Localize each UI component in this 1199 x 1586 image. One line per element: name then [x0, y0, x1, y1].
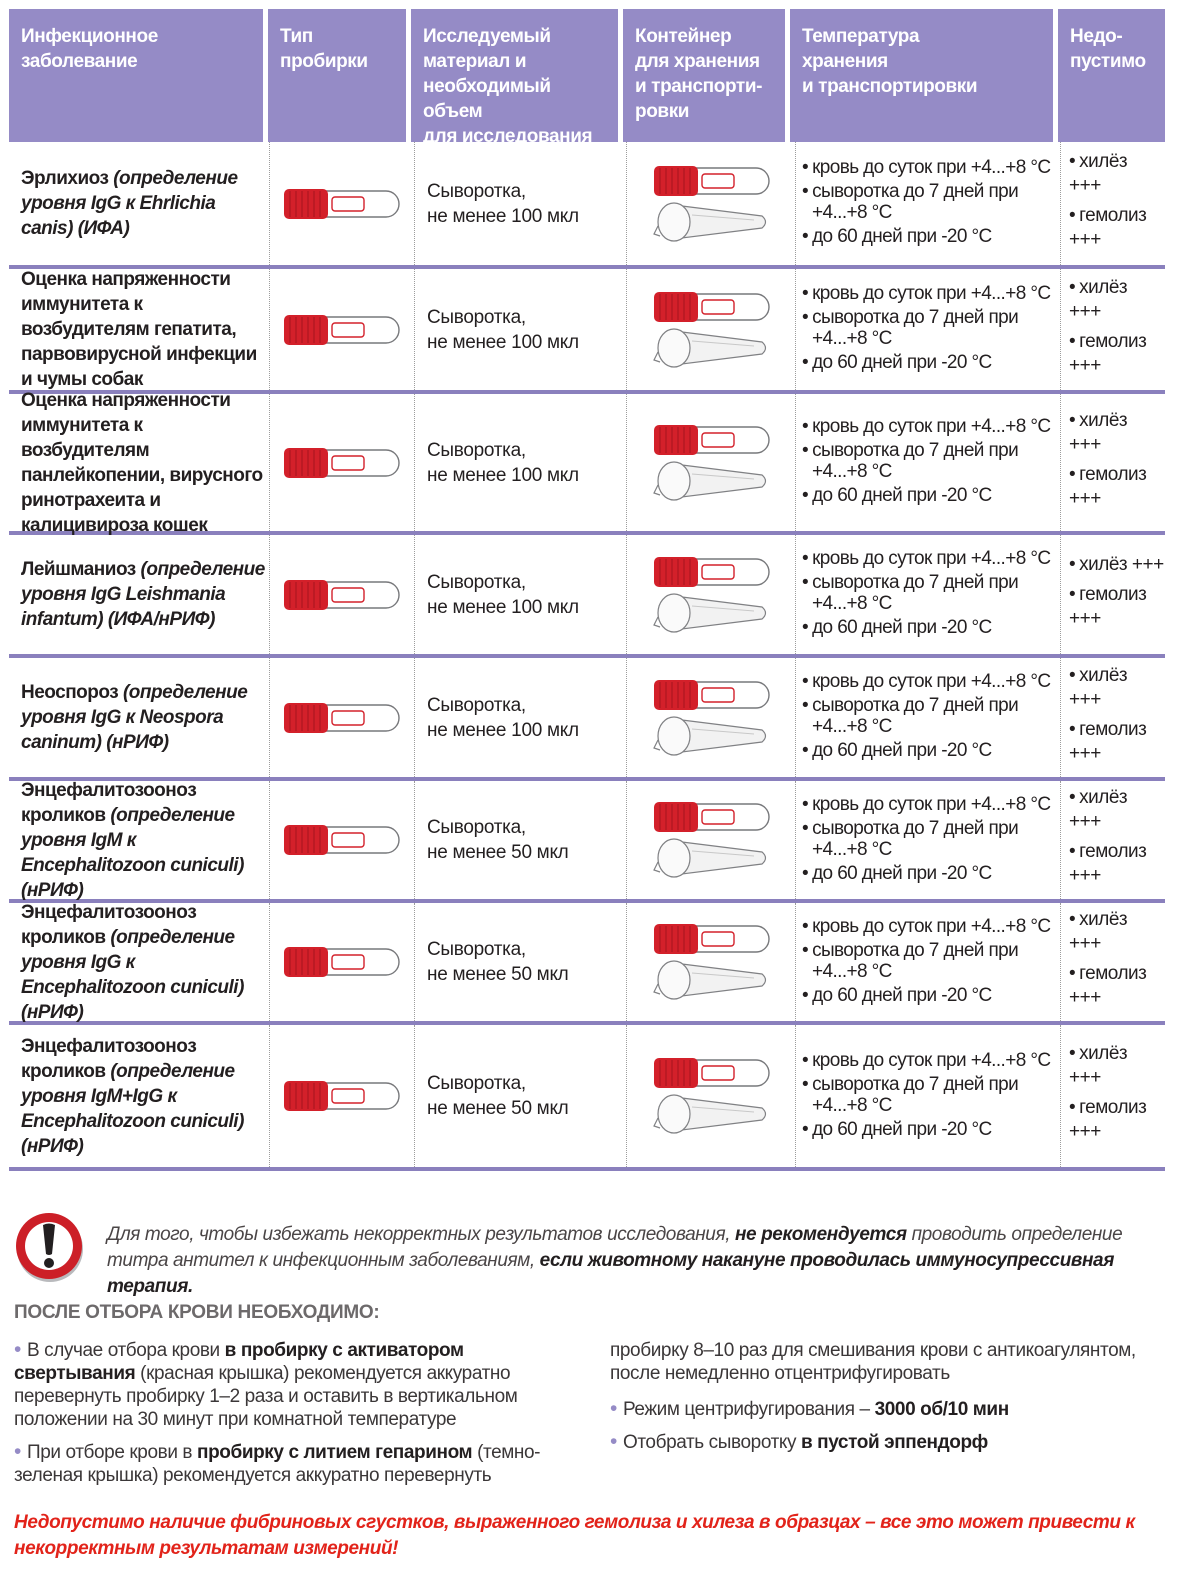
tube-type [271, 269, 413, 390]
red-cap-tube-icon [282, 446, 402, 480]
instruction-item: пробирку 8–10 раз для смешивания крови с антикоагулянтом, после немедленно отцентрифугировать [610, 1340, 1136, 1384]
tube-type [271, 535, 413, 654]
unacceptable-conditions: • хилёз +++ • гемолиз +++ [1062, 781, 1165, 899]
disease-name: Неоспороз (определение уровня IgG к Neospora caninum) (нРИФ) [21, 682, 248, 753]
warning-note [14, 1210, 1174, 1297]
tube-type [271, 903, 413, 1021]
storage-temperature: • кровь до суток при +4...+8 °С • сыворотка до 7 дней при +4...+8 °С • до 60 дней при -20 °С [797, 781, 1059, 899]
table-row [9, 142, 1165, 269]
red-cap-tube-icon [652, 423, 772, 457]
red-cap-tube-icon [282, 701, 402, 735]
red-cap-tube-icon [652, 800, 772, 834]
unacceptable-conditions: • хилёз +++ • гемолиз +++ [1062, 903, 1165, 1021]
red-cap-tube-icon [652, 164, 772, 198]
after-sampling-title: ПОСЛЕ ОТБОРА КРОВИ НЕОБХОДИМО: [14, 1302, 380, 1323]
unacceptable-conditions: • хилёз +++ • гемолиз +++ [1062, 535, 1165, 654]
eppendorf-tube-icon [652, 459, 772, 503]
table-row [9, 781, 1165, 903]
tube-type [271, 142, 413, 265]
red-cap-tube-icon [652, 922, 772, 956]
instruction-item: • При отборе крови в пробирку с литием гепарином (темно-зеленая крышка) рекомендуется аккуратно перевернуть [14, 1440, 589, 1487]
header-unacceptable: Недо- пустимо [1058, 9, 1165, 142]
disease-name: Энцефалитозоонoз кроликов (определение уровня IgM+IgG к Encephalitozoon cuniculi) (нРИФ) [21, 1035, 244, 1157]
tube-type [271, 658, 413, 777]
red-cap-tube-icon [282, 578, 402, 612]
material-volume: Сыворотка, не менее 50 мкл [427, 1073, 569, 1119]
material-volume: Сыворотка, не менее 100 мкл [427, 180, 579, 227]
eppendorf-tube-icon [652, 714, 772, 758]
disease-name: Оценка напряженности иммунитета к возбудителям панлейкопении, вирусного ринотрахеита и калицивироза кошек [21, 389, 263, 536]
red-cap-tube-icon [652, 290, 772, 324]
tests-table [9, 142, 1165, 1171]
tube-type [271, 1025, 413, 1167]
storage-temperature: • кровь до суток при +4...+8 °С • сыворотка до 7 дней при +4...+8 °С • до 60 дней при -20 °С [797, 658, 1059, 777]
material-volume: Сыворотка, не менее 100 мкл [427, 439, 579, 486]
header-material: Исследуемый материал и необходимый объем для исследования [411, 9, 618, 142]
disease-name: Энцефалитозоонoз кроликов (определение уровня IgG к Encephalitozoon cuniculi) (нРИФ) [21, 901, 244, 1023]
material-volume: Сыворотка, не менее 100 мкл [427, 694, 579, 741]
unacceptable-conditions: • хилёз +++ • гемолиз +++ [1062, 394, 1165, 531]
header-temperature: Температура хранения и транспортировки [790, 9, 1053, 142]
instructions-right-column [610, 1338, 1185, 1463]
unacceptable-conditions: • хилёз +++ • гемолиз +++ [1062, 658, 1165, 777]
table-row [9, 658, 1165, 781]
table-row [9, 1025, 1165, 1171]
red-cap-tube-icon [282, 823, 402, 857]
red-cap-tube-icon [282, 187, 402, 221]
eppendorf-tube-icon [652, 591, 772, 635]
unacceptable-conditions: • хилёз +++ • гемолиз +++ [1062, 1025, 1165, 1167]
red-cap-tube-icon [652, 678, 772, 712]
material-volume: Сыворотка, не менее 100 мкл [427, 571, 579, 618]
red-cap-tube-icon [282, 313, 402, 347]
red-cap-tube-icon [652, 1056, 772, 1090]
storage-container [629, 903, 794, 1021]
instruction-item: • В случае отбора крови в пробирку с активатором свертывания (красная крышка) рекомендуется аккуратно перевернуть пробирку 1–2 раза и оставить в вертикальном положении на 30 минут при комнатной температуре [14, 1338, 589, 1431]
warning-text: Для того, чтобы избежать некорректных результатов исследования, не рекомендуется проводить определение титра антител к инфекционным заболеваниям, если животному накануне проводилась иммуносупрессивная терапия. [107, 1224, 1123, 1297]
storage-temperature: • кровь до суток при +4...+8 °С • сыворотка до 7 дней при +4...+8 °С • до 60 дней при -20 °С [797, 269, 1059, 390]
table-row [9, 903, 1165, 1025]
table-header [9, 9, 1165, 147]
eppendorf-tube-icon [652, 836, 772, 880]
exclamation-warning-icon [14, 1210, 88, 1284]
eppendorf-tube-icon [652, 958, 772, 1002]
red-cap-tube-icon [652, 555, 772, 589]
red-cap-tube-icon [282, 945, 402, 979]
storage-container [629, 269, 794, 390]
disease-name: Энцефалитозоонoз кроликов (определение уровня IgM к Encephalitozoon cuniculi) (нРИФ) [21, 779, 244, 901]
storage-temperature: • кровь до суток при +4...+8 °С • сыворотка до 7 дней при +4...+8 °С • до 60 дней при -20 °С [797, 903, 1059, 1021]
instruction-item: • Отобрать сыворотку в пустой эппендорф [610, 1430, 1185, 1454]
instruction-item: • Режим центрифугирования – 3000 об/10 мин [610, 1397, 1185, 1421]
storage-temperature: • кровь до суток при +4...+8 °С • сыворотка до 7 дней при +4...+8 °С • до 60 дней при -20 °С [797, 535, 1059, 654]
disease-name: Лейшманиоз (определение уровня IgG Leishmania infantum) (ИФА/нРИФ) [21, 559, 265, 630]
tube-type [271, 394, 413, 531]
unacceptable-conditions: • хилёз +++ • гемолиз +++ [1062, 269, 1165, 390]
eppendorf-tube-icon [652, 1092, 772, 1136]
material-volume: Сыворотка, не менее 50 мкл [427, 939, 569, 985]
storage-container [629, 1025, 794, 1167]
table-row [9, 389, 1165, 536]
header-tube-type: Тип пробирки [268, 9, 406, 142]
footer-warning: Недопустимо наличие фибриновых сгустков, выраженного гемолиза и хилеза в образцах – все это может привести к некорректным результатам измерений! [14, 1512, 1135, 1559]
unacceptable-conditions: • хилёз +++ • гемолиз +++ [1062, 142, 1165, 265]
material-volume: Сыворотка, не менее 50 мкл [427, 817, 569, 863]
header-disease: Инфекционное заболевание [9, 9, 263, 142]
storage-container [629, 781, 794, 899]
header-container: Контейнер для хранения и транспорти- ровки [623, 9, 785, 142]
eppendorf-tube-icon [652, 326, 772, 370]
storage-temperature: • кровь до суток при +4...+8 °С • сыворотка до 7 дней при +4...+8 °С • до 60 дней при -20 °С [797, 1025, 1059, 1167]
table-row [9, 269, 1165, 394]
eppendorf-tube-icon [652, 200, 772, 244]
material-volume: Сыворотка, не менее 100 мкл [427, 306, 579, 353]
table-row [9, 535, 1165, 658]
storage-container [629, 394, 794, 531]
storage-temperature: • кровь до суток при +4...+8 °С • сыворотка до 7 дней при +4...+8 °С • до 60 дней при -20 °С [797, 394, 1059, 531]
storage-temperature: • кровь до суток при +4...+8 °С • сыворотка до 7 дней при +4...+8 °С • до 60 дней при -20 °С [797, 142, 1059, 265]
storage-container [629, 535, 794, 654]
disease-name: Оценка напряженности иммунитета к возбудителям гепатита, парвовирусной инфекции и чумы собак [21, 269, 257, 390]
storage-container [629, 658, 794, 777]
disease-name: Эрлихиоз (определение уровня IgG к Ehrlichia canis) (ИФА) [21, 168, 238, 239]
tube-type [271, 781, 413, 899]
red-cap-tube-icon [282, 1079, 402, 1113]
storage-container [629, 142, 794, 265]
instructions-left-column [14, 1338, 589, 1496]
